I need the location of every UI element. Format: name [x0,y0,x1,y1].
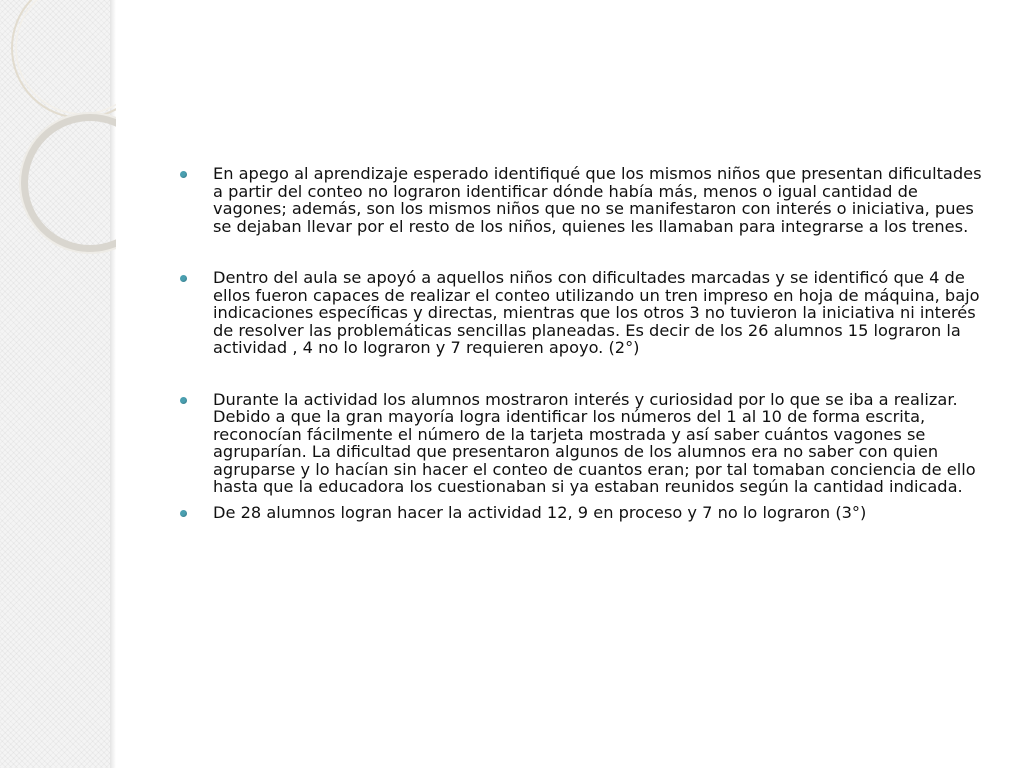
decorative-circle-bottom-highlight [20,113,116,253]
list-item [178,165,990,235]
list-item [178,391,990,496]
bullet-text: De 28 alumnos logran hacer la actividad 12, 9 en proceso y 7 no lo lograron (3°) [213,502,867,522]
bullet-text: Durante la actividad los alumnos mostraron interés y curiosidad por lo que se iba a realizar. Debido a que la gran mayoría logra identificar los números del 1 al 10 de forma escrita, reconocían fácilmente el número de la tarjeta mostrada y así saber cuántos vagones se agruparían. La dificultad que presentaron algunos de los alumnos era no saber con quien agruparse y lo hacían sin hacer el conteo de cuantos eran; por tal tomaban conciencia de ello hasta que la educadora los cuestionaban si ya estaban reunidos según la cantidad indicada. [213,389,976,496]
bullet-icon [180,171,187,178]
list-item [178,504,990,522]
bullet-text: En apego al aprendizaje esperado identifiqué que los mismos niños que presentan dificultades a partir del conteo no lograron identificar dónde había más, menos o igual cantidad de vagones; además, son los mismos niños que no se manifestaron con interés o iniciativa, pues se dejaban llevar por el resto de los niños, quienes les llamaban para integrarse a los trenes. [213,164,982,236]
bullet-icon [180,397,187,404]
bullet-text: Dentro del aula se apoyó a aquellos niños con dificultades marcadas y se identificó que 4 de ellos fueron capaces de realizar el conteo utilizando un tren impreso en hoja de máquina, bajo indicaciones específicas y directas, mientras que los otros 3 no tuvieron la iniciativa ni interés de resolver las problemáticas sencillas planeadas. Es decir de los 26 alumnos 15 lograron la actividad , 4 no lo lograron y 7 requieren apoyo. (2°) [213,268,980,357]
decorative-circles [0,0,116,300]
content-area [178,165,990,521]
bullet-list [178,165,990,521]
decorative-circle-top [12,0,116,118]
bullet-icon [180,510,187,517]
bullet-icon [180,275,187,282]
list-item [178,269,990,357]
